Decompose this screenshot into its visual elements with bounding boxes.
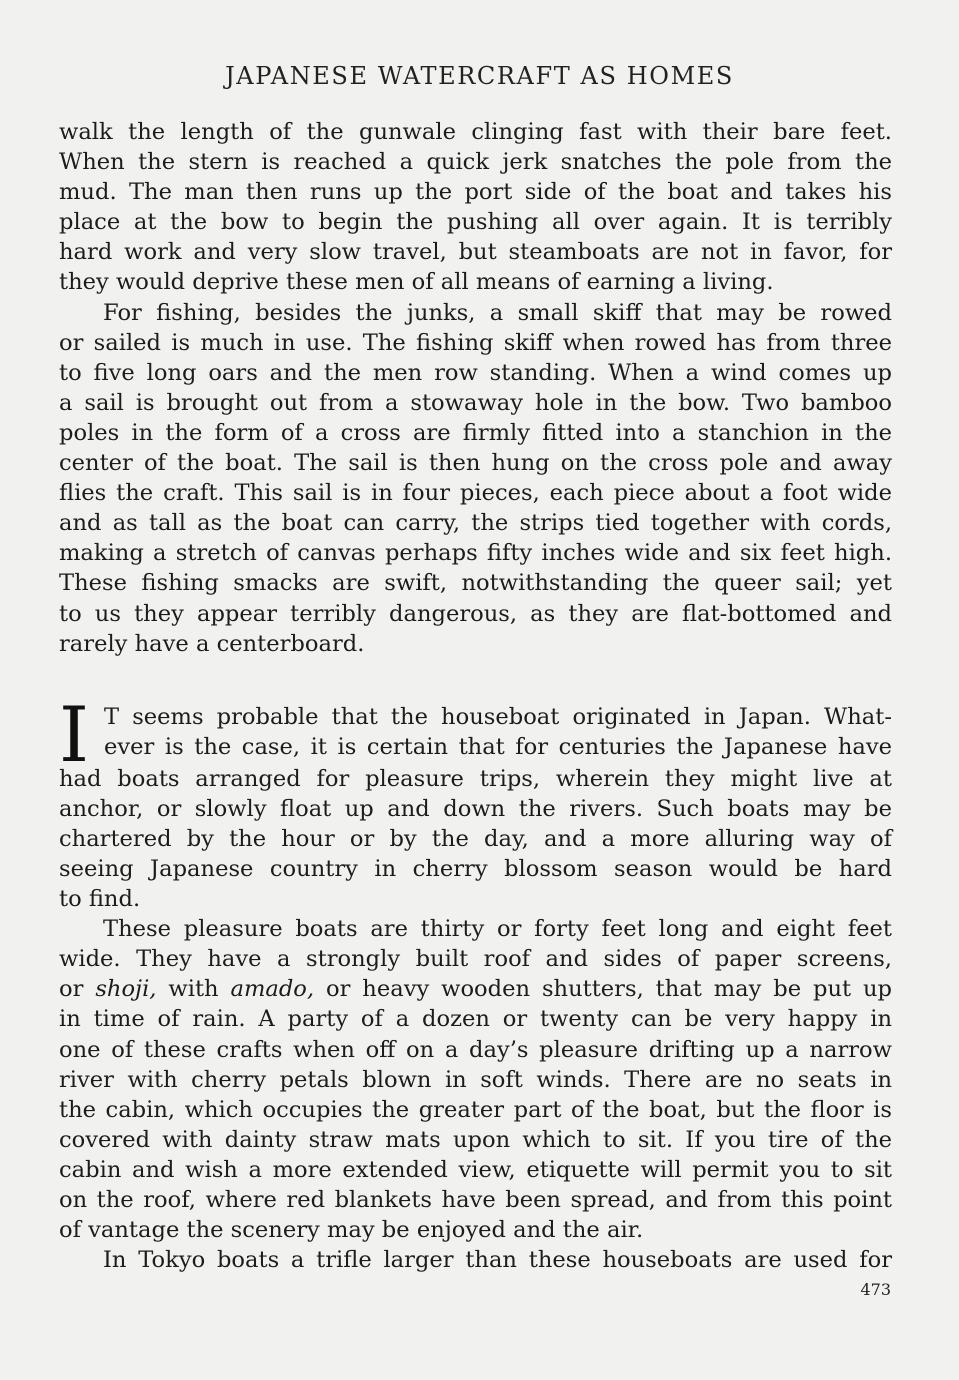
text-line: had boats arranged for pleasure trips, wherein they might live at <box>59 765 892 792</box>
text-line-with-italics <box>59 974 892 1004</box>
running-head: JAPANESE WATERCRAFT AS HOMES <box>225 62 734 90</box>
text-line: to find. <box>59 886 141 913</box>
text-line: mud. The man then runs up the port side of the boat and takes his <box>59 179 892 206</box>
text-line: river with cherry petals blown in soft winds. There are no seats in <box>59 1066 892 1093</box>
text-line: they would deprive these men of all means of earning a living. <box>59 269 774 296</box>
text-line: covered with dainty straw mats upon which to sit. If you tire of the <box>59 1126 892 1153</box>
text-line: of vantage the scenery may be enjoyed and the air. <box>59 1217 644 1244</box>
text-line: These fishing smacks are swift, notwithstanding the queer sail; yet <box>59 570 892 597</box>
text-line: making a stretch of canvas perhaps fifty inches wide and six feet high. <box>59 540 892 567</box>
text-line: When the stern is reached a quick jerk snatches the pole from the <box>59 149 892 176</box>
text-run: or <box>59 976 96 1003</box>
text-line: seeing Japanese country in cherry blossom season would be hard <box>59 855 892 882</box>
text-line: rarely have a centerboard. <box>59 630 365 657</box>
text-line: T seems probable that the houseboat originated in Japan. What- <box>104 703 892 730</box>
text-run: with <box>156 976 231 1003</box>
text-line: anchor, or slowly float up and down the rivers. Such boats may be <box>59 795 892 822</box>
text-line: on the roof, where red blankets have been spread, and from this point <box>59 1187 892 1213</box>
paragraph-houseboat-origin <box>59 689 892 914</box>
paragraph-fishing-skiff <box>59 298 892 659</box>
paragraph-tokyo-boats <box>59 1245 892 1275</box>
text-line: and as tall as the boat can carry, the strips tied together with cords, <box>59 510 892 537</box>
text-line: or sailed is much in use. The fishing skiff when rowed has from three <box>59 329 892 356</box>
italic-term-amado: amado, <box>230 976 315 1003</box>
text-line: hard work and very slow travel, but steamboats are not in favor, for <box>59 239 892 266</box>
paragraph-pleasure-boats <box>59 914 892 1245</box>
text-run: or heavy wooden shutters, that may be put up <box>314 976 893 1003</box>
text-line: In Tokyo boats a trifle larger than these houseboats are used for <box>103 1247 892 1274</box>
text-line: in time of rain. A party of a dozen or twenty can be very happy in <box>59 1006 892 1033</box>
text-line: to us they appear terribly dangerous, as they are flat-bottomed and <box>59 600 892 627</box>
section-break <box>59 659 892 702</box>
text-line: the cabin, which occupies the greater part of the boat, but the floor is <box>59 1096 892 1123</box>
text-line: cabin and wish a more extended view, etiquette will permit you to sit <box>59 1156 892 1183</box>
text-line: For fishing, besides the junks, a small skiff that may be rowed <box>103 299 892 326</box>
text-line: These pleasure boats are thirty or forty feet long and eight feet <box>103 916 892 943</box>
paragraph-continuation <box>59 117 892 298</box>
text-line: ever is the case, it is certain that for centuries the Japanese have <box>104 733 892 760</box>
text-line: chartered by the hour or by the day, and a more alluring way of <box>59 825 892 852</box>
paragraph-body <box>59 689 892 914</box>
text-line: wide. They have a strongly built roof and sides of paper screens, <box>59 946 892 973</box>
text-line: poles in the form of a cross are firmly fitted into a stanchion in the <box>59 419 892 446</box>
drop-cap: I <box>59 689 90 779</box>
italic-term-shoji: shoji, <box>95 976 157 1003</box>
text-column <box>59 117 892 1275</box>
text-line: one of these crafts when off on a day’s pleasure drifting up a narrow <box>59 1036 892 1063</box>
page-number: 473 <box>860 1280 891 1299</box>
text-line: to five long oars and the men row standing. When a wind comes up <box>59 359 892 386</box>
text-line: flies the craft. This sail is in four pieces, each piece about a foot wide <box>59 480 892 507</box>
text-line: a sail is brought out from a stowaway hole in the bow. Two bamboo <box>59 389 892 416</box>
text-line: place at the bow to begin the pushing all over again. It is terribly <box>59 209 892 236</box>
text-line: walk the length of the gunwale clinging fast with their bare feet. <box>59 119 892 145</box>
text-line: center of the boat. The sail is then hung on the cross pole and away <box>59 450 892 477</box>
